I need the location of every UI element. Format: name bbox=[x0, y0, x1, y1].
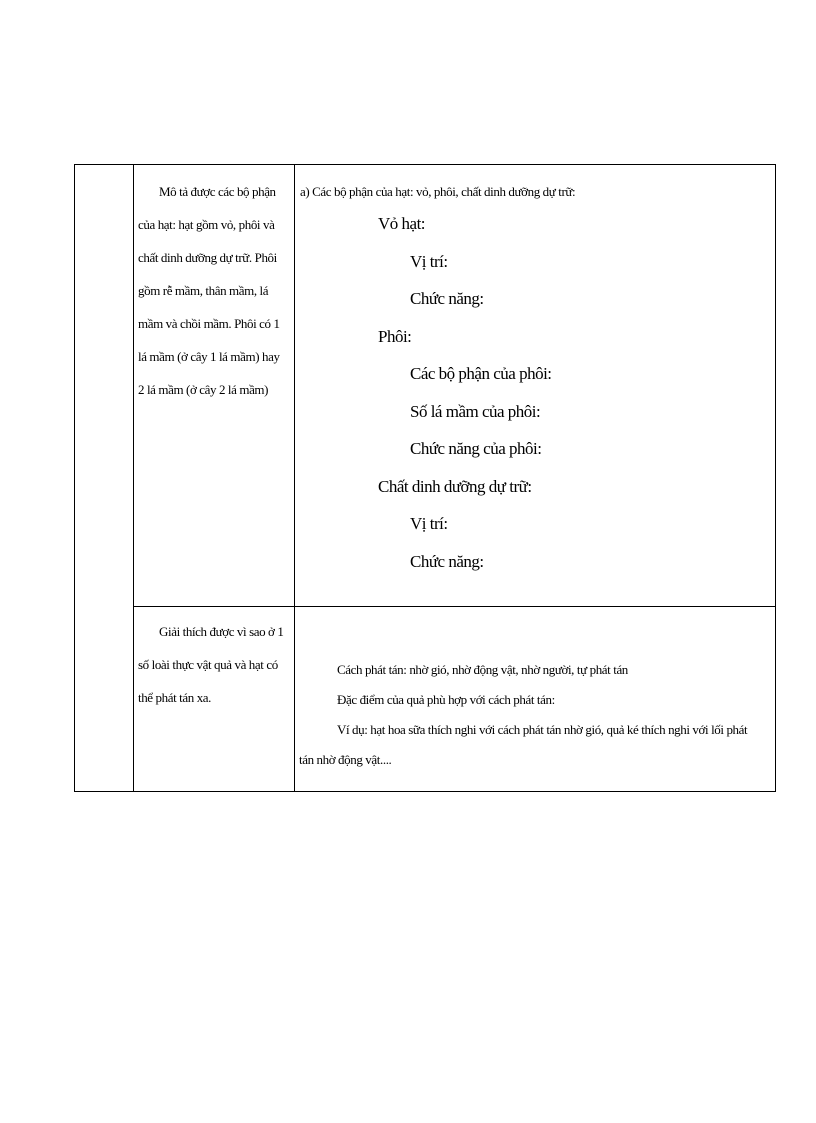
embryo-label: Phôi: bbox=[378, 326, 412, 346]
reserve-position: Vị trí: bbox=[410, 514, 448, 533]
row1-objective-line: lá mầm (ở cây 1 lá mầm) hay bbox=[138, 349, 280, 364]
example-line-2: tán nhờ động vật.... bbox=[299, 752, 392, 767]
row2-objective-line: Giải thích được vì sao ở 1 bbox=[159, 624, 284, 639]
reserve-function: Chức năng: bbox=[410, 551, 484, 571]
reserve-label: Chất dinh dưỡng dự trữ: bbox=[378, 476, 532, 496]
column-divider-2 bbox=[294, 165, 295, 791]
seed-shell-function: Chức năng: bbox=[410, 289, 484, 308]
embryo-function: Chức năng của phôi: bbox=[410, 439, 542, 458]
row-divider bbox=[133, 606, 775, 607]
row2-objective-line: số loài thực vật quả và hạt có bbox=[138, 657, 278, 672]
seed-parts-heading: a) Các bộ phận của hạt: vỏ, phôi, chất dinh dưỡng dự trữ: bbox=[300, 184, 576, 199]
row1-objective-line: chất dinh dưỡng dự trữ. Phôi bbox=[138, 250, 277, 265]
fruit-features: Đặc điểm của quả phù hợp với cách phát tán: bbox=[337, 692, 555, 707]
row2-objective-line: thể phát tán xa. bbox=[138, 690, 212, 705]
row1-objective-line: Mô tả được các bộ phận bbox=[159, 184, 276, 199]
curriculum-table bbox=[74, 164, 776, 792]
seed-shell-position: Vị trí: bbox=[410, 251, 448, 271]
row1-objective-line: của hạt: hạt gồm vỏ, phôi và bbox=[138, 217, 275, 232]
row2-content-cell bbox=[299, 655, 773, 775]
row1-objective-line: mầm và chồi mầm. Phôi có 1 bbox=[138, 316, 280, 331]
row2-objective-cell bbox=[138, 615, 290, 714]
row1-objective-line: 2 lá mầm (ở cây 2 lá mầm) bbox=[138, 382, 269, 397]
row1-objective-cell bbox=[138, 175, 290, 406]
embryo-cotyledons: Số lá mầm của phôi: bbox=[410, 401, 541, 421]
dispersal-methods: Cách phát tán: nhờ gió, nhờ động vật, nhờ người, tự phát tán bbox=[337, 662, 628, 677]
embryo-parts: Các bộ phận của phôi: bbox=[410, 364, 552, 383]
seed-shell-label: Vỏ hạt: bbox=[378, 214, 426, 233]
column-divider-1 bbox=[133, 165, 134, 791]
example-line-1: Ví dụ: hạt hoa sữa thích nghi với cách phát tán nhờ gió, quả ké thích nghi với lối phát bbox=[337, 722, 748, 737]
row1-content-cell bbox=[300, 179, 772, 580]
row1-objective-line: gồm rễ mầm, thân mầm, lá bbox=[138, 283, 269, 298]
